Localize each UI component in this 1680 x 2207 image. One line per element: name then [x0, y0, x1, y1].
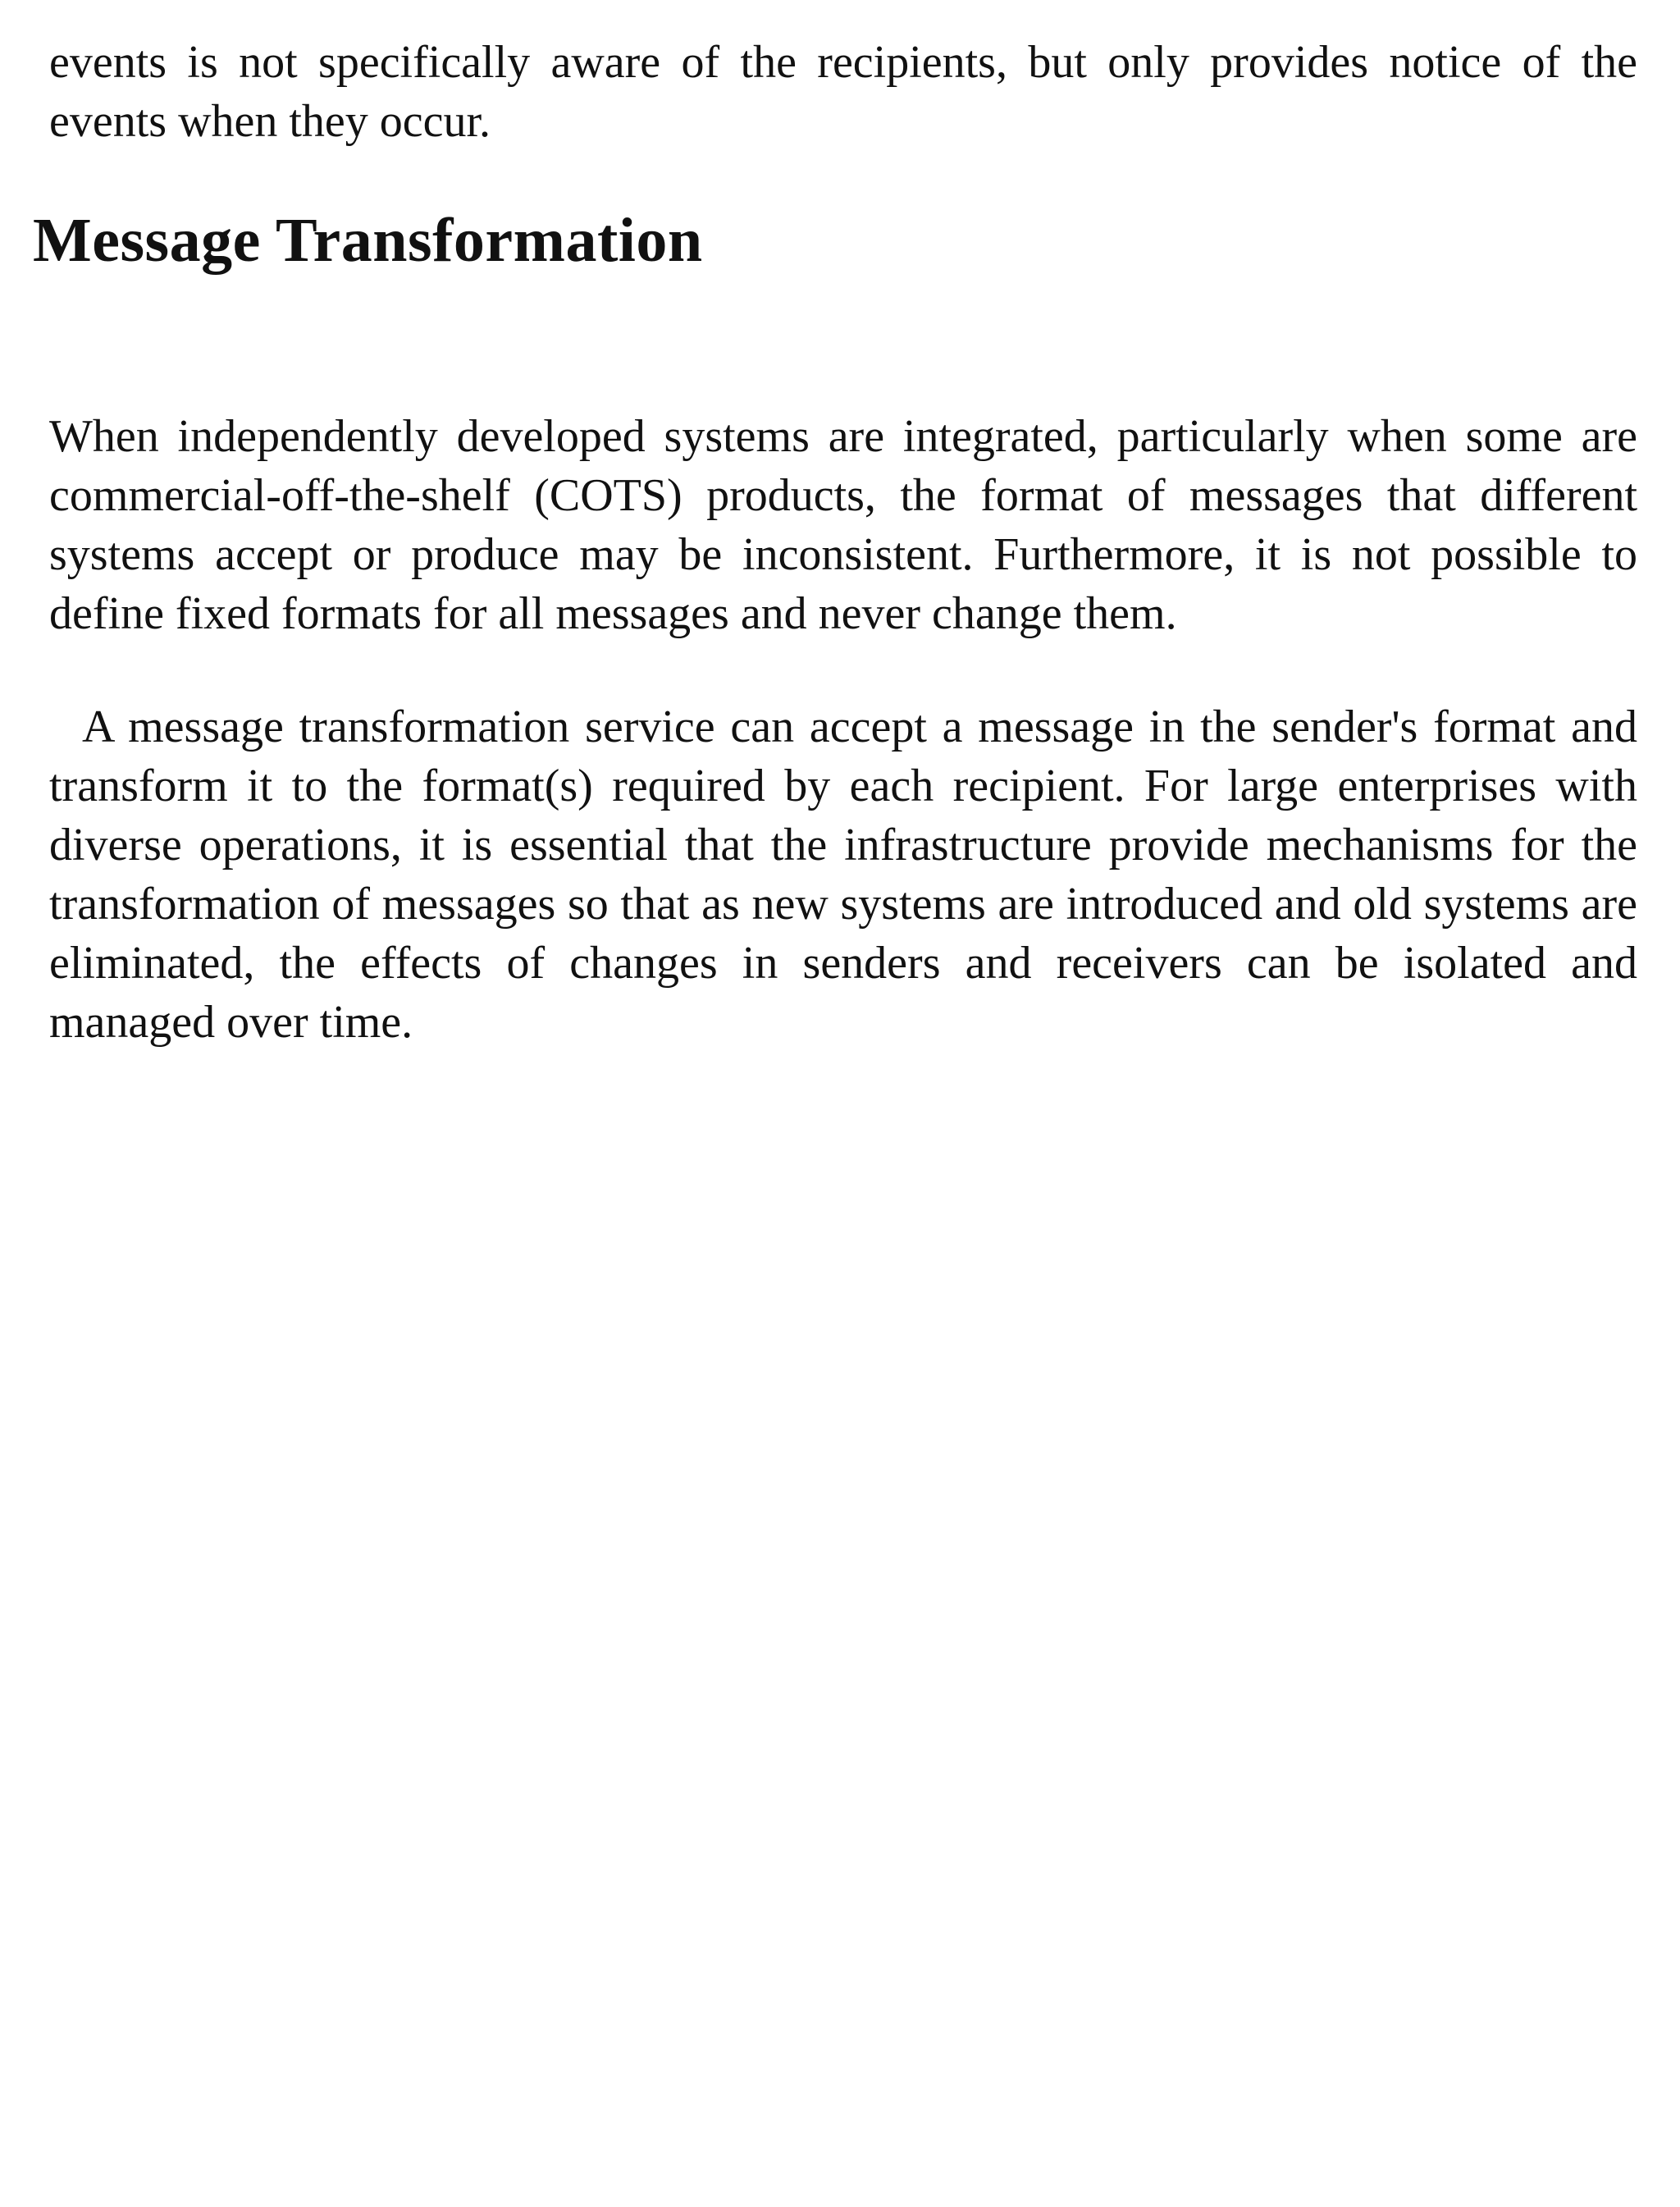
paragraph-integration: When independently developed systems are integrated, particularly when some are commercial-off-the-shelf (COTS) products, the format of messages that different systems accept or produce may be inconsistent. Furthermore, it is not possible to define fixed formats for all messages and never change them.	[49, 411, 1637, 639]
continued-paragraph: events is not specifically aware of the recipients, but only provides notice of the events when they occur.	[49, 37, 1637, 147]
paragraph-transformation-service: A message transformation service can accept a message in the sender's format and transform it to the format(s) required by each recipient. For large enterprises with diverse operations, it is essential that the infrastructure provide mechanisms for the transformation of messages so that as new systems are introduced and old systems are eliminated, the effects of changes in senders and receivers can be isolated and managed over time.	[49, 701, 1637, 1048]
section-heading: Message Transformation	[33, 206, 703, 275]
